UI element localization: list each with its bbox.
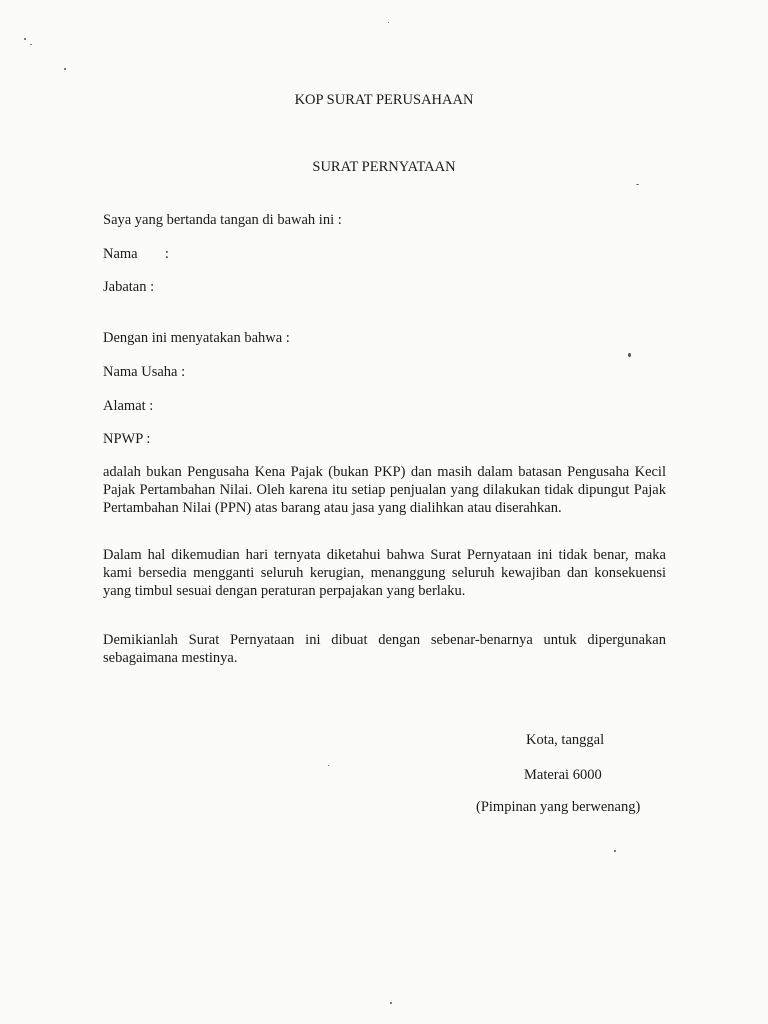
signature-signer: (Pimpinan yang berwenang) (476, 799, 641, 815)
signature-stamp: Materai 6000 (524, 767, 602, 783)
document-title: SURAT PERNYATAAN (312, 159, 456, 175)
field-nama (103, 245, 169, 263)
signature-place-date: Kota, tanggal (526, 732, 605, 748)
scan-speck (390, 1002, 392, 1004)
scan-speck (388, 22, 389, 23)
field-alamat: Alamat : (103, 398, 154, 414)
scan-speck (614, 850, 616, 852)
scan-speck (328, 765, 329, 766)
field-jabatan: Jabatan : (103, 279, 155, 295)
field-npwp: NPWP : (103, 431, 151, 447)
scan-speck (636, 184, 639, 185)
scan-speck (64, 68, 66, 70)
paragraph-liability: Dalam hal dikemudian hari ternyata diketahui bahwa Surat Pernyataan ini tidak benar, maka kami bersedia mengganti seluruh kerugian, menanggung seluruh kewajiban dan konsekuensi yang timbul sesuai dengan peraturan perpajakan yang berlaku. (103, 547, 666, 599)
scan-speck (30, 44, 32, 45)
field-nama-usaha: Nama Usaha : (103, 364, 186, 380)
scan-speck (24, 38, 26, 40)
intro-text: Saya yang bertanda tangan di bawah ini : (103, 212, 342, 228)
scan-speck (628, 353, 631, 357)
field-nama-label: Nama (103, 246, 138, 262)
letterhead: KOP SURAT PERUSAHAAN (294, 92, 474, 108)
field-nama-separator: : (164, 246, 169, 262)
statement-intro: Dengan ini menyatakan bahwa : (103, 330, 290, 346)
paragraph-status: adalah bukan Pengusaha Kena Pajak (bukan PKP) dan masih dalam batasan Pengusaha Kecil Pajak Pertambahan Nilai. Oleh karena itu setiap penjualan yang dilakukan tidak dipungut Pajak Pertambahan Nilai (PPN) atas barang atau jasa yang dialihkan atau diserahkan. (103, 464, 666, 516)
paragraph-closing: Demikianlah Surat Pernyataan ini dibuat dengan sebenar-benarnya untuk dipergunakan sebagaimana mestinya. (103, 632, 666, 666)
